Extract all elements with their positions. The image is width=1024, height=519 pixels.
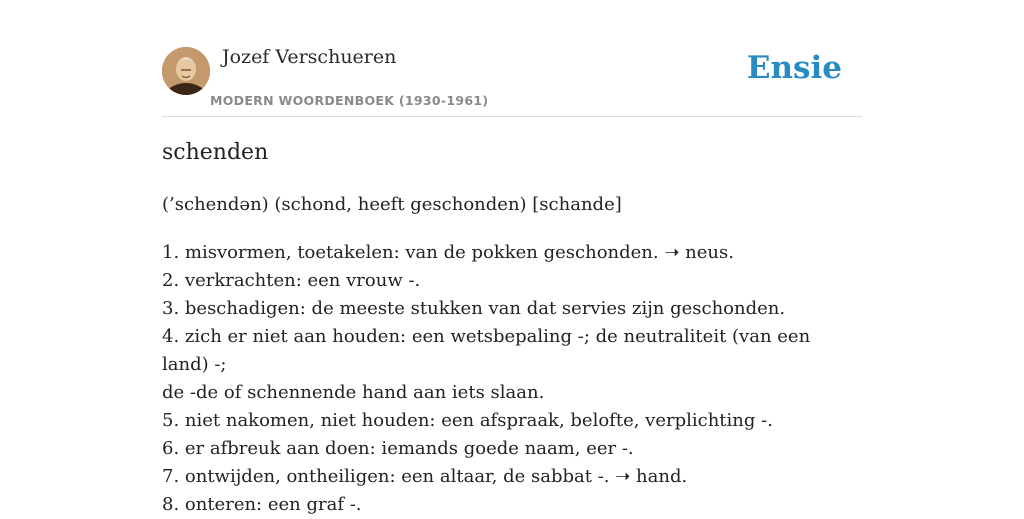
- definition-line: 7. ontwijden, ontheiligen: een altaar, de sabbat -. ➝ hand.: [162, 466, 688, 487]
- definition-line: 6. er afbreuk aan doen: iemands goede naam, eer -.: [162, 438, 634, 459]
- author-avatar[interactable]: [162, 47, 210, 95]
- definition-line: de -de of schennende hand aan iets slaan.: [162, 382, 545, 403]
- author-name[interactable]: Jozef Verschueren: [222, 46, 397, 68]
- dictionary-source[interactable]: MODERN WOORDENBOEK (1930-1961): [210, 93, 489, 108]
- entry-pronunciation: (’schendən) (schond, heeft geschonden) [schande]: [162, 194, 622, 215]
- definition-line: 5. niet nakomen, niet houden: een afspraak, belofte, verplichting -.: [162, 410, 773, 431]
- entry-header: [162, 40, 862, 117]
- definition-line: 1. misvormen, toetakelen: van de pokken geschonden. ➝ neus.: [162, 242, 734, 263]
- definition-list: [162, 239, 862, 519]
- portrait-photo-icon: [162, 47, 210, 95]
- entry-term: schenden: [162, 140, 269, 165]
- definition-line: 3. beschadigen: de meeste stukken van dat servies zijn geschonden.: [162, 298, 786, 319]
- definition-line: 8. onteren: een graf -.: [162, 494, 362, 515]
- definition-line: 2. verkrachten: een vrouw -.: [162, 270, 421, 291]
- site-logo[interactable]: Ensie: [746, 50, 842, 86]
- definition-line: 4. zich er niet aan houden: een wetsbepaling -; de neutraliteit (van een land) -;: [162, 326, 811, 375]
